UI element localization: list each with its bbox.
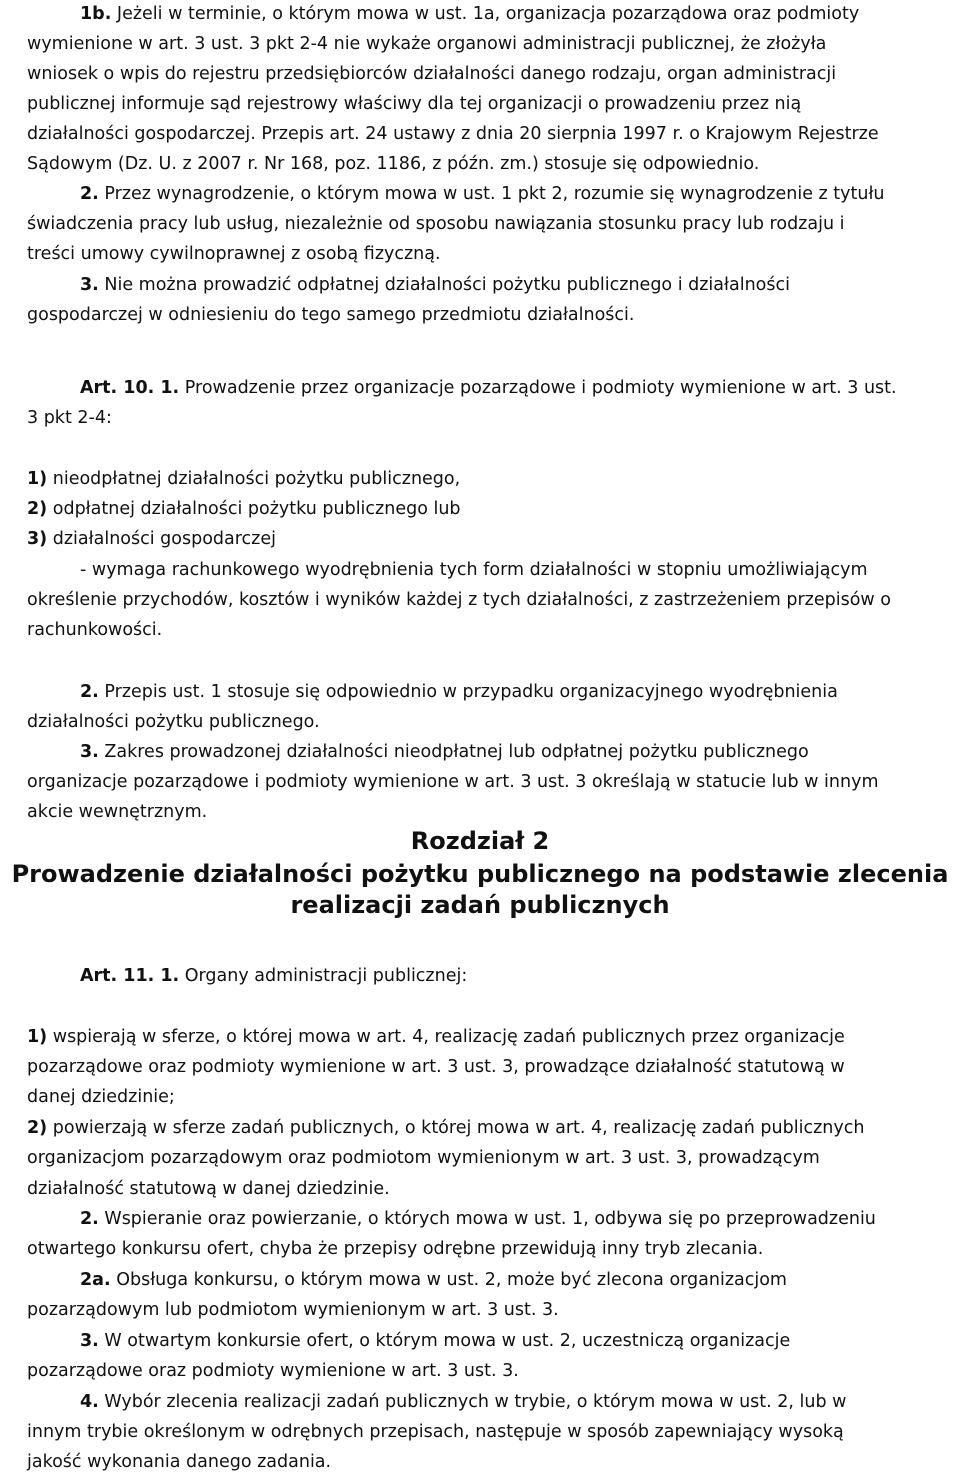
paragraph-2-line-2: otwartego konkursu ofert, chyba że przepisy odrębne przewidują inny tryb zlecania. bbox=[27, 1239, 764, 1259]
paragraph-2-line-1: 2. Wspieranie oraz powierzanie, o których mowa w ust. 1, odbywa się po przeprowadzeniu bbox=[80, 1209, 876, 1229]
paragraph-1b-line-6: Sądowym (Dz. U. z 2007 r. Nr 168, poz. 1186, z późn. zm.) stosuje się odpowiednio. bbox=[27, 154, 760, 174]
paragraph-number: 4. bbox=[80, 1392, 99, 1412]
paragraph-3-line-3: akcie wewnętrznym. bbox=[27, 802, 208, 822]
article-10-tail-line-1: - wymaga rachunkowego wyodrębnienia tych form działalności w stopniu umożliwiającym bbox=[80, 560, 868, 580]
paragraph-3-line-1: 3. Zakres prowadzonej działalności nieodpłatnej lub odpłatnej pożytku publicznego bbox=[80, 742, 809, 762]
paragraph-4-line-3: jakość wykonania danego zadania. bbox=[27, 1452, 332, 1472]
paragraph-number: 3. bbox=[80, 1331, 99, 1351]
paragraph-number: 2a. bbox=[80, 1270, 111, 1290]
article-heading: Art. 10. 1. bbox=[80, 378, 180, 398]
paragraph-4-line-2: innym trybie określonym w odrębnych przepisach, następuje w sposób zapewniający wysoką bbox=[27, 1422, 844, 1442]
paragraph-number: 1b. bbox=[80, 4, 112, 24]
paragraph-3-line-2: pozarządowe oraz podmioty wymienione w art. 3 ust. 3. bbox=[27, 1361, 519, 1381]
paragraph-2-line-3: treści umowy cywilnoprawnej z osobą fizyczną. bbox=[27, 244, 441, 264]
paragraph-4-line-1: 4. Wybór zlecenia realizacji zadań publicznych w trybie, o którym mowa w ust. 2, lub w bbox=[80, 1392, 847, 1412]
list-item: 1) nieodpłatnej działalności pożytku publicznego, bbox=[27, 469, 461, 489]
list-item-line-3: danej dziedzinie; bbox=[27, 1087, 175, 1107]
list-item-line-3: działalność statutową w danej dziedzinie. bbox=[27, 1179, 390, 1199]
list-item: 2) powierzają w sferze zadań publicznych, o której mowa w art. 4, realizację zadań publicznych bbox=[27, 1118, 865, 1138]
paragraph-1b-line-5: działalności gospodarczej. Przepis art. 24 ustawy z dnia 20 sierpnia 1997 r. o Krajowym Rejestrze bbox=[27, 124, 879, 144]
paragraph-2a-line-1: 2a. Obsługa konkursu, o którym mowa w ust. 2, może być zlecona organizacjom bbox=[80, 1270, 787, 1290]
chapter-title-line-2: realizacji zadań publicznych bbox=[290, 891, 670, 919]
paragraph-number: 2. bbox=[80, 682, 99, 702]
article-heading: Art. 11. 1. bbox=[80, 966, 180, 986]
paragraph-3-line-2: gospodarczej w odniesieniu do tego samego przedmiotu działalności. bbox=[27, 305, 635, 325]
paragraph-1b-line-3: wniosek o wpis do rejestru przedsiębiorców działalności danego rodzaju, organ administracji bbox=[27, 64, 837, 84]
paragraph-2-line-2: świadczenia pracy lub usług, niezależnie od sposobu nawiązania stosunku pracy lub rodzaju i bbox=[27, 214, 845, 234]
paragraph-2a-line-2: pozarządowym lub podmiotom wymienionym w art. 3 ust. 3. bbox=[27, 1300, 559, 1320]
list-item: 2) odpłatnej działalności pożytku publicznego lub bbox=[27, 499, 461, 519]
list-item: 1) wspierają w sferze, o której mowa w art. 4, realizację zadań publicznych przez organizacje bbox=[27, 1027, 845, 1047]
paragraph-1b-line-2: wymienione w art. 3 ust. 3 pkt 2-4 nie wykaże organowi administracji publicznej, że złożyła bbox=[27, 34, 827, 54]
paragraph-number: 3. bbox=[80, 275, 99, 295]
paragraph-3-line-2: organizacje pozarządowe i podmioty wymienione w art. 3 ust. 3 określają w statucie lub w innym bbox=[27, 772, 879, 792]
paragraph-2-line-1: 2. Przez wynagrodzenie, o którym mowa w ust. 1 pkt 2, rozumie się wynagrodzenie z tytułu bbox=[80, 184, 885, 204]
article-10-tail-line-3: rachunkowości. bbox=[27, 620, 163, 640]
list-item-line-2: organizacjom pozarządowym oraz podmiotom wymienionym w art. 3 ust. 3, prowadzącym bbox=[27, 1148, 820, 1168]
paragraph-1b-line-1: 1b. Jeżeli w terminie, o którym mowa w ust. 1a, organizacja pozarządowa oraz podmioty bbox=[80, 4, 860, 24]
chapter-title-line-1: Prowadzenie działalności pożytku publicznego na podstawie zlecenia bbox=[11, 860, 949, 888]
paragraph-number: 3. bbox=[80, 742, 99, 762]
paragraph-number: 2. bbox=[80, 1209, 99, 1229]
list-item: 3) działalności gospodarczej bbox=[27, 529, 276, 549]
paragraph-2-line-2: działalności pożytku publicznego. bbox=[27, 712, 320, 732]
paragraph-2-line-1: 2. Przepis ust. 1 stosuje się odpowiednio w przypadku organizacyjnego wyodrębnienia bbox=[80, 682, 838, 702]
article-11-intro: Art. 11. 1. Organy administracji publicznej: bbox=[80, 966, 468, 986]
list-item-line-2: pozarządowe oraz podmioty wymienione w art. 3 ust. 3, prowadzące działalność statutową w bbox=[27, 1057, 845, 1077]
paragraph-1b-line-4: publicznej informuje sąd rejestrowy właściwy dla tej organizacji o prowadzeniu przez nią bbox=[27, 94, 802, 114]
paragraph-3-line-1: 3. W otwartym konkursie ofert, o którym mowa w ust. 2, uczestniczą organizacje bbox=[80, 1331, 791, 1351]
paragraph-number: 2. bbox=[80, 184, 99, 204]
article-10-tail-line-2: określenie przychodów, kosztów i wyników każdej z tych działalności, z zastrzeżeniem przepisów o bbox=[27, 590, 892, 610]
paragraph-3-line-1: 3. Nie można prowadzić odpłatnej działalności pożytku publicznego i działalności bbox=[80, 275, 790, 295]
article-10-intro-line-1: Art. 10. 1. Prowadzenie przez organizacje pozarządowe i podmioty wymienione w art. 3 ust. bbox=[80, 378, 897, 398]
article-10-intro-line-2: 3 pkt 2-4: bbox=[27, 408, 112, 428]
chapter-number: Rozdział 2 bbox=[410, 827, 550, 855]
